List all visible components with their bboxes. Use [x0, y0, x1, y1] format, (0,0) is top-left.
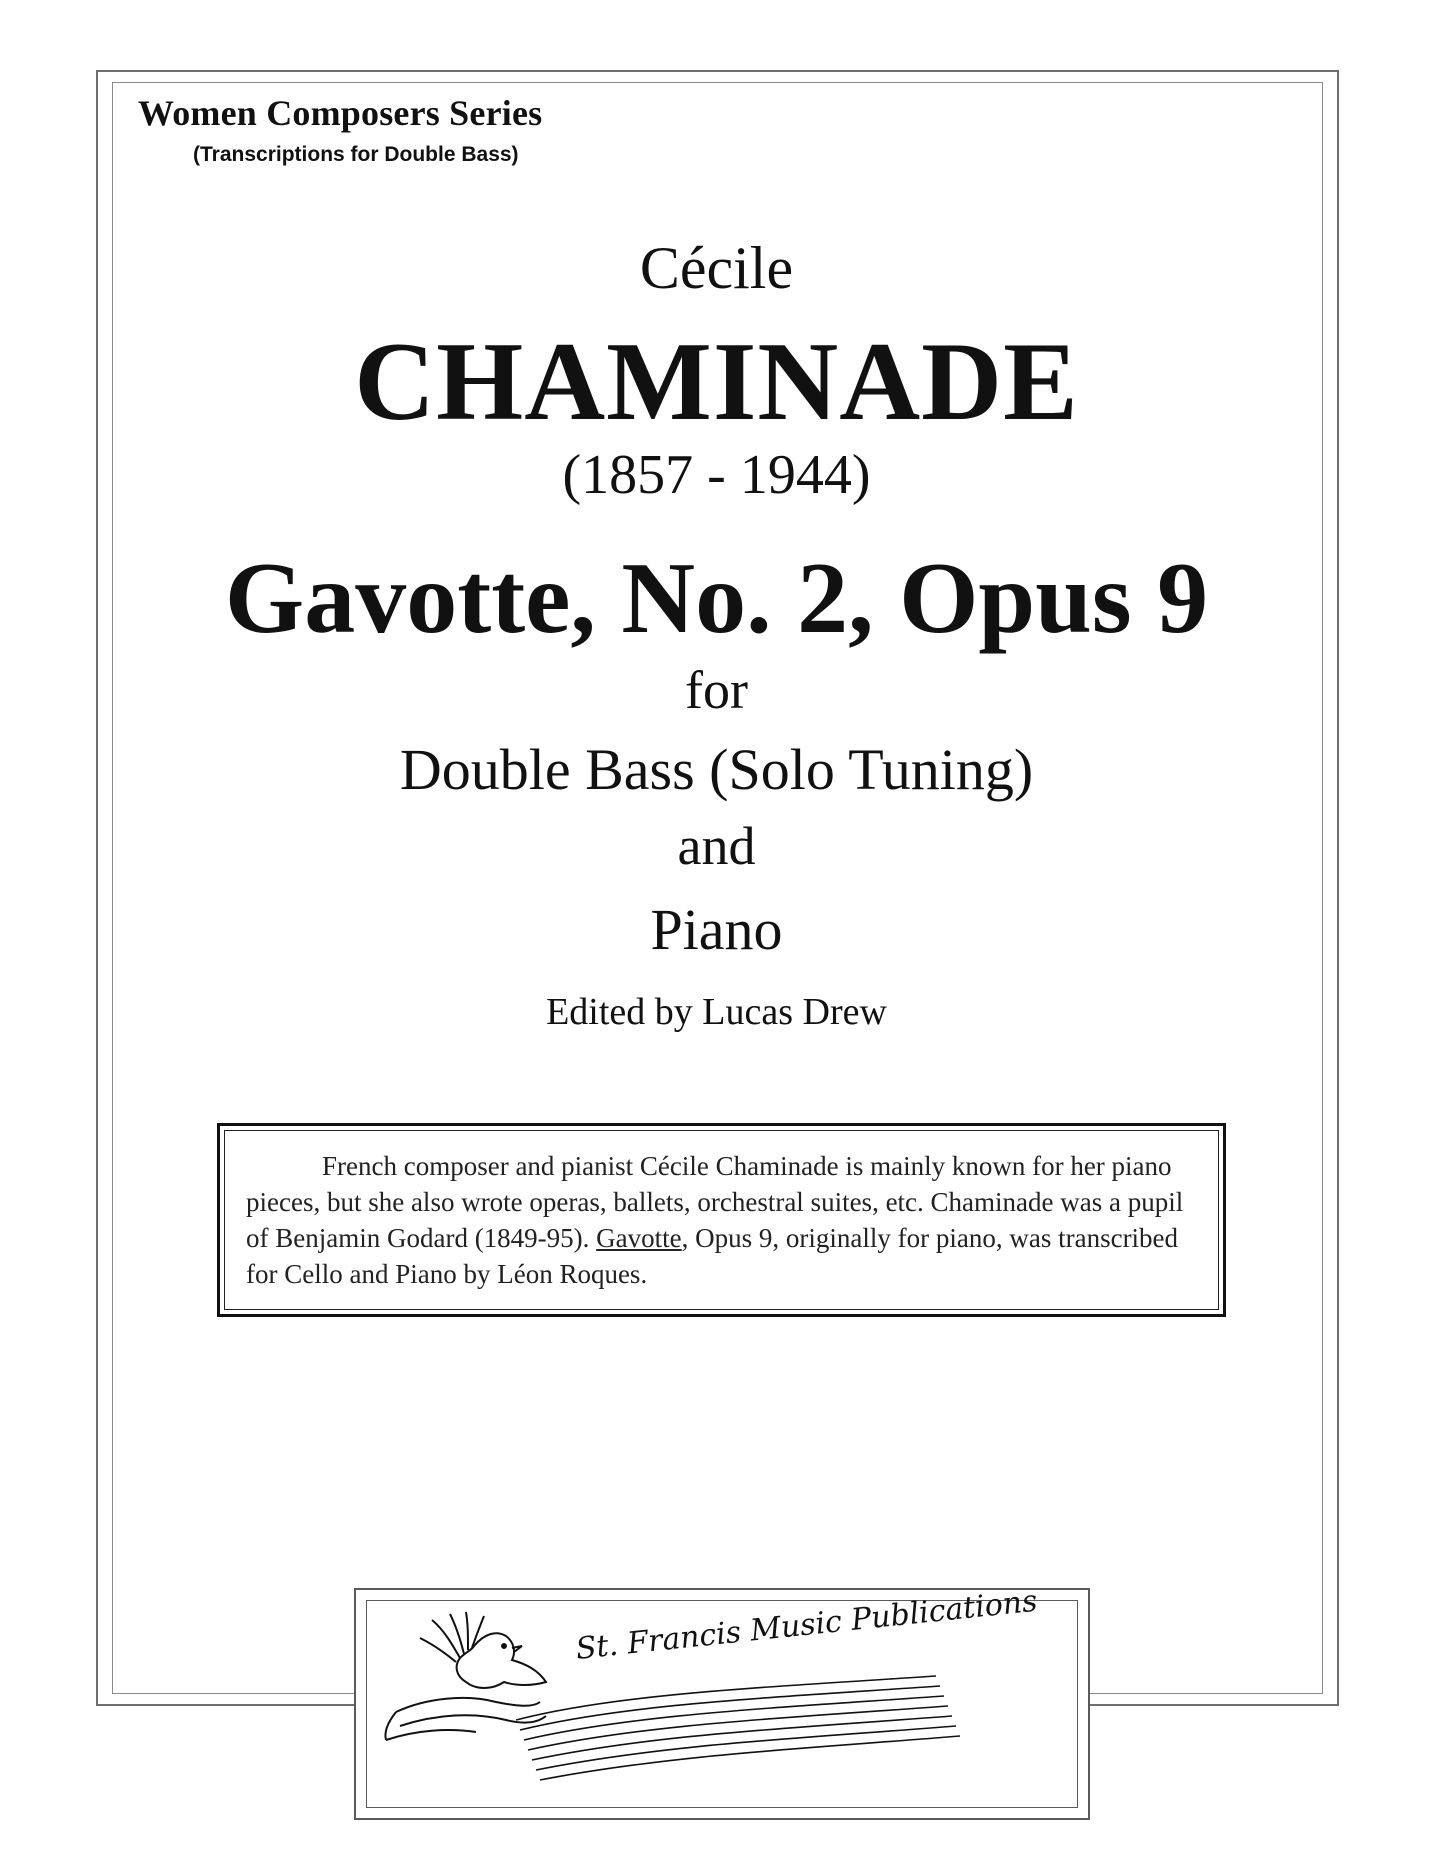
and-label: and: [677, 816, 756, 876]
publisher-logo-box: [354, 1583, 1090, 1820]
second-instrument-label: Piano: [650, 897, 783, 962]
piece-title: Gavotte, No. 2, Opus 9: [224, 542, 1209, 655]
description-part1: French composer and pianist Cécile Chaminade is mainly known for her piano pieces, but she also wrote operas, ballets, orchestral suites, etc. Chaminade was a pupil of Benjamin Godard (1849-95).: [246, 1151, 1184, 1253]
publisher-name: St. Francis Music Publications: [574, 1583, 1040, 1667]
editor-credit: Edited by Lucas Drew: [546, 991, 887, 1033]
description-underlined-title: Gavotte: [596, 1223, 682, 1253]
instrument-label: Double Bass (Solo Tuning): [399, 737, 1034, 802]
composer-first-name: Cécile: [639, 235, 794, 301]
description-text: [246, 1148, 1201, 1292]
composer-last-name: CHAMINADE: [354, 320, 1079, 444]
series-title: Women Composers Series: [138, 93, 543, 133]
composer-dates: (1857 - 1944): [562, 444, 871, 506]
description-box: [217, 1123, 1226, 1317]
for-label: for: [685, 660, 748, 720]
series-subtitle: (Transcriptions for Double Bass): [193, 143, 519, 166]
description-part2: , Opus 9, originally for piano, was transcribed for Cello and Piano by Léon Roques.: [246, 1223, 1179, 1289]
